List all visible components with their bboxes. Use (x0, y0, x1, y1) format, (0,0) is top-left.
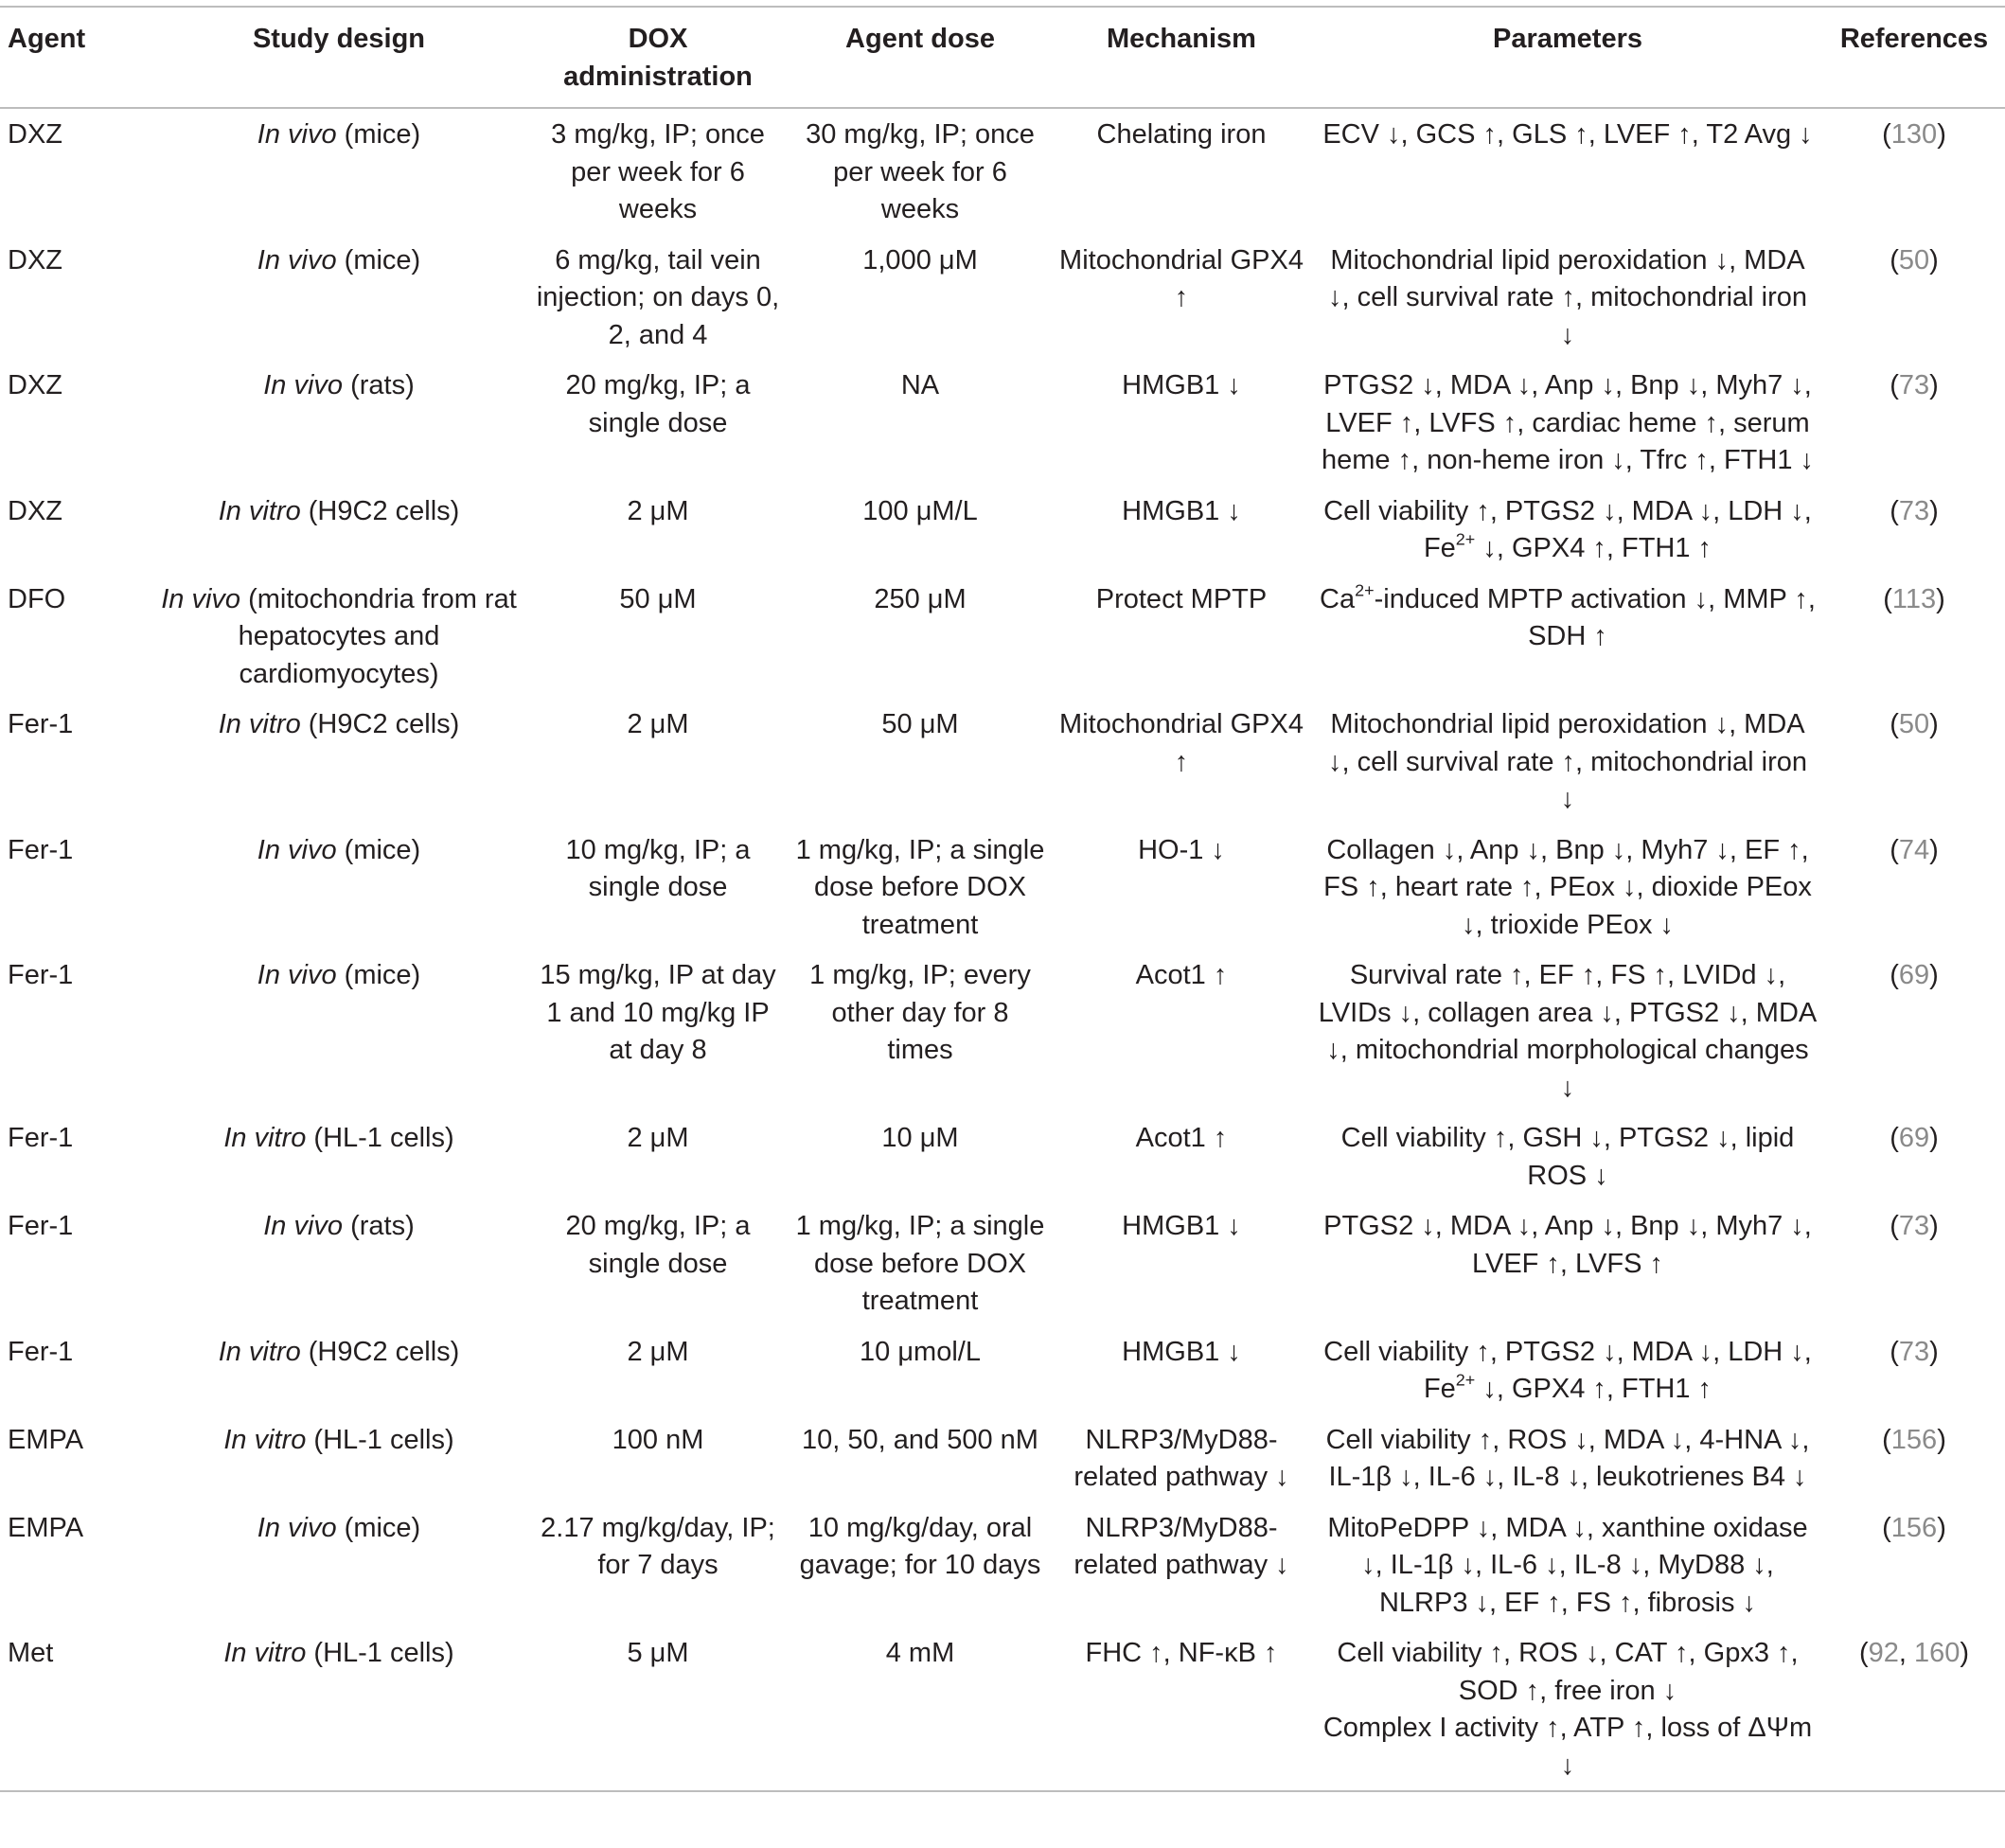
agent-dose-cell: 10 μM (881, 1123, 959, 1153)
agent-cell: DXZ (8, 244, 62, 275)
study-design-detail: (rats) (343, 370, 415, 400)
reference-open-paren: ( (1882, 1424, 1891, 1455)
reference-open-paren: ( (1882, 1512, 1891, 1543)
parameters-cell (1312, 1326, 1823, 1414)
reference-number: 130 (1890, 119, 1938, 150)
parameters-text: PTGS2 ↓, MDA ↓, Anp ↓, Bnp ↓, Myh7 ↓, LVEF ↑, LVFS ↑, cardiac heme ↑, serum heme ↑, non-heme iron ↓, Tfrc ↑, FTH1 ↓ (1321, 370, 1815, 475)
reference-separator: , (1898, 1638, 1914, 1668)
study-design-cell (151, 1326, 526, 1414)
dox-administration-cell: 3 mg/kg, IP; once per week for 6 weeks (551, 119, 765, 224)
reference-number: 92 (1868, 1638, 1899, 1668)
agent-cell: Fer-1 (8, 1211, 74, 1241)
parameters-cell (1312, 1112, 1823, 1200)
study-design-italic: In vivo (257, 244, 337, 275)
dox-administration-cell: 5 μM (627, 1638, 689, 1668)
parameters-text: ECV ↓, GCS ↑, GLS ↑, LVEF ↑, T2 Avg ↓ (1322, 119, 1813, 150)
references-cell (1823, 235, 2005, 361)
parameters-cell (1312, 825, 1823, 951)
reference-number: 73 (1898, 495, 1930, 526)
references-cell (1823, 1627, 2005, 1791)
header-agent: Agent (8, 24, 86, 54)
parameters-cell (1312, 950, 1823, 1112)
header-dox-line1: DOX (628, 24, 688, 54)
reference-number: 113 (1891, 583, 1937, 614)
mechanism-cell: NLRP3/MyD88-related pathway ↓ (1073, 1424, 1289, 1492)
study-design-cell (151, 235, 526, 361)
parameters-cell (1312, 235, 1823, 361)
reference-open-paren: ( (1890, 709, 1899, 739)
study-design-detail: (H9C2 cells) (300, 709, 460, 739)
dox-administration-cell: 10 mg/kg, IP; a single dose (565, 834, 751, 902)
reference-number: 74 (1898, 834, 1930, 865)
reference-number: 156 (1890, 1512, 1938, 1543)
agent-cell: DXZ (8, 119, 62, 150)
parameters-cell (1312, 108, 1823, 235)
reference-open-paren: ( (1890, 244, 1899, 275)
reference-close-paren: ) (1960, 1638, 1970, 1668)
table-header (0, 7, 2005, 108)
study-design-detail: (HL-1 cells) (306, 1123, 454, 1153)
study-design-cell (151, 1414, 526, 1502)
agent-cell: Met (8, 1638, 54, 1668)
table-row (0, 1627, 2005, 1791)
mechanism-cell: HMGB1 ↓ (1122, 495, 1241, 526)
mechanism-cell: HMGB1 ↓ (1122, 1211, 1241, 1241)
table-row (0, 1414, 2005, 1502)
agent-dose-cell: 50 μM (881, 709, 959, 739)
parameters-text: Survival rate ↑, EF ↑, FS ↑, LVIDd ↓, LVIDs ↓, collagen area ↓, PTGS2 ↓, MDA ↓, mitochondrial morphological changes ↓ (1318, 960, 1818, 1103)
dox-administration-cell: 20 mg/kg, IP; a single dose (565, 370, 751, 438)
study-design-italic: In vitro (218, 709, 301, 739)
header-parameters: Parameters (1493, 24, 1642, 54)
agent-cell: Fer-1 (8, 1123, 74, 1153)
header-study-design: Study design (252, 24, 426, 54)
data-table (0, 6, 2005, 1792)
study-design-detail: (mice) (336, 834, 421, 865)
reference-close-paren: ) (1929, 960, 1939, 990)
reference-close-paren: ) (1929, 709, 1939, 739)
table-row (0, 574, 2005, 700)
reference-open-paren: ( (1890, 960, 1899, 990)
dox-administration-cell: 6 mg/kg, tail vein injection; on days 0, 2, and 4 (536, 244, 780, 350)
study-design-italic: In vivo (257, 834, 337, 865)
reference-number: 73 (1898, 370, 1930, 400)
parameters-text: Mitochondrial lipid peroxidation ↓, MDA ↓, cell survival rate ↑, mitochondrial iron ↓ (1327, 244, 1808, 350)
parameters-text: MitoPeDPP ↓, MDA ↓, xanthine oxidase ↓, IL-1β ↓, IL-6 ↓, IL-8 ↓, MyD88 ↓, NLRP3 ↓, EF ↑, FS ↑, fibrosis ↓ (1327, 1512, 1808, 1618)
parameters-superscript: 2+ (1455, 1370, 1476, 1390)
study-design-detail: (HL-1 cells) (306, 1638, 454, 1668)
reference-number: 156 (1890, 1424, 1938, 1455)
study-design-cell (151, 108, 526, 235)
reference-close-paren: ) (1936, 583, 1945, 614)
table-row (0, 1326, 2005, 1414)
mechanism-cell: FHC ↑, NF-κB ↑ (1085, 1638, 1278, 1668)
study-design-detail: (mitochondria from rat hepatocytes and cardiomyocytes) (238, 583, 517, 689)
agent-cell: Fer-1 (8, 834, 74, 865)
study-design-italic: In vitro (223, 1638, 307, 1668)
dox-administration-cell: 15 mg/kg, IP at day 1 and 10 mg/kg IP at day 8 (540, 960, 776, 1065)
parameters-text: PTGS2 ↓, MDA ↓, Anp ↓, Bnp ↓, Myh7 ↓, LVEF ↑, LVFS ↑ (1323, 1211, 1812, 1279)
agent-cell: DXZ (8, 495, 62, 526)
study-design-italic: In vivo (257, 960, 337, 990)
mechanism-cell: HMGB1 ↓ (1122, 1336, 1241, 1367)
parameters-text: Cell viability ↑, PTGS2 ↓, MDA ↓, LDH ↓, Fe (1323, 495, 1812, 563)
dox-administration-cell: 50 μM (619, 583, 697, 614)
agent-cell: DXZ (8, 370, 62, 400)
parameters-cell (1312, 1502, 1823, 1628)
parameters-cell (1312, 574, 1823, 700)
header-row (0, 7, 2005, 108)
references-cell (1823, 486, 2005, 574)
dox-administration-cell: 2.17 mg/kg/day, IP; for 7 days (541, 1512, 775, 1580)
study-design-italic: In vivo (257, 119, 337, 150)
study-design-cell (151, 360, 526, 486)
table-row (0, 825, 2005, 951)
table-row (0, 1200, 2005, 1326)
agent-cell: Fer-1 (8, 709, 74, 739)
agent-dose-cell: 10 μmol/L (860, 1336, 981, 1367)
mechanism-cell: Mitochondrial GPX4 ↑ (1059, 244, 1304, 312)
agent-dose-cell: 10, 50, and 500 nM (802, 1424, 1038, 1455)
study-design-cell (151, 574, 526, 700)
references-cell (1823, 950, 2005, 1112)
table-row (0, 1112, 2005, 1200)
agent-cell: Fer-1 (8, 960, 74, 990)
mechanism-cell: HMGB1 ↓ (1122, 370, 1241, 400)
parameters-cell (1312, 699, 1823, 825)
references-cell (1823, 108, 2005, 235)
agent-dose-cell: 30 mg/kg, IP; once per week for 6 weeks (806, 119, 1035, 224)
parameters-text: Collagen ↓, Anp ↓, Bnp ↓, Myh7 ↓, EF ↑, FS ↑, heart rate ↑, PEox ↓, dioxide PEox ↓, trioxide PEox ↓ (1323, 834, 1812, 940)
parameters-text: Cell viability ↑, ROS ↓, CAT ↑, Gpx3 ↑, SOD ↑, free iron ↓ (1337, 1638, 1799, 1706)
study-design-detail: (mice) (336, 119, 421, 150)
header-agent-dose: Agent dose (845, 24, 995, 54)
reference-close-paren: ) (1937, 1424, 1946, 1455)
dox-administration-cell: 20 mg/kg, IP; a single dose (565, 1211, 751, 1279)
study-design-italic: In vitro (218, 495, 301, 526)
dox-administration-cell: 2 μM (627, 1123, 689, 1153)
reference-open-paren: ( (1883, 583, 1892, 614)
reference-close-paren: ) (1929, 1336, 1939, 1367)
reference-open-paren: ( (1890, 1336, 1899, 1367)
reference-open-paren: ( (1858, 1638, 1869, 1668)
references-cell (1823, 360, 2005, 486)
study-design-detail: (rats) (343, 1211, 415, 1241)
reference-close-paren: ) (1929, 1211, 1939, 1241)
parameters-text-line2: Complex I activity ↑, ATP ↑, loss of ΔΨm ↓ (1322, 1713, 1813, 1781)
parameters-cell (1312, 360, 1823, 486)
mechanism-cell: HO-1 ↓ (1138, 834, 1225, 865)
mechanism-cell: Protect MPTP (1095, 583, 1268, 614)
study-design-cell (151, 486, 526, 574)
references-cell (1823, 1112, 2005, 1200)
mechanism-cell: Acot1 ↑ (1135, 960, 1228, 990)
agent-dose-cell: 100 μM/L (862, 495, 978, 526)
study-design-italic: In vivo (161, 583, 241, 614)
agent-dose-cell: 4 mM (885, 1638, 955, 1668)
agent-dose-cell: 10 mg/kg/day, oral gavage; for 10 days (799, 1512, 1041, 1580)
study-design-italic: In vitro (223, 1123, 307, 1153)
parameters-text-cont: -induced MPTP activation ↓, MMP ↑, SDH ↑ (1374, 583, 1816, 651)
study-design-italic: In vitro (223, 1424, 307, 1455)
study-design-italic: In vivo (263, 370, 344, 400)
study-design-cell (151, 950, 526, 1112)
references-cell (1823, 1200, 2005, 1326)
reference-open-paren: ( (1890, 834, 1899, 865)
reference-number: 73 (1898, 1211, 1930, 1241)
agent-cell: EMPA (8, 1424, 84, 1455)
agent-dose-cell: 1 mg/kg, IP; a single dose before DOX treatment (795, 1211, 1045, 1316)
study-design-detail: (H9C2 cells) (300, 1336, 460, 1367)
parameters-superscript: 2+ (1355, 579, 1375, 599)
reference-close-paren: ) (1929, 244, 1939, 275)
reference-close-paren: ) (1937, 119, 1946, 150)
agent-cell: DFO (8, 583, 66, 614)
study-design-detail: (mice) (336, 1512, 421, 1543)
reference-number: 50 (1898, 709, 1930, 739)
agent-dose-cell: 1 mg/kg, IP; a single dose before DOX treatment (795, 834, 1045, 940)
table-row (0, 486, 2005, 574)
agent-cell: EMPA (8, 1512, 84, 1543)
parameters-text: Cell viability ↑, GSH ↓, PTGS2 ↓, lipid ROS ↓ (1340, 1123, 1795, 1191)
header-dox-line2: administration (563, 61, 753, 92)
parameters-superscript: 2+ (1455, 529, 1476, 549)
reference-number: 69 (1898, 1123, 1930, 1153)
table-row (0, 1502, 2005, 1628)
mechanism-cell: Chelating iron (1096, 119, 1267, 150)
study-design-cell (151, 825, 526, 951)
reference-close-paren: ) (1929, 1123, 1939, 1153)
reference-number: 69 (1898, 960, 1930, 990)
table-row (0, 699, 2005, 825)
study-design-detail: (mice) (336, 960, 421, 990)
table-body (0, 108, 2005, 1791)
mechanism-cell: Mitochondrial GPX4 ↑ (1059, 709, 1304, 777)
reference-close-paren: ) (1929, 495, 1939, 526)
study-design-cell (151, 1502, 526, 1628)
parameters-text: Cell viability ↑, ROS ↓, MDA ↓, 4-HNA ↓, IL-1β ↓, IL-6 ↓, IL-8 ↓, leukotrienes B4 ↓ (1325, 1424, 1810, 1492)
reference-number: 50 (1898, 244, 1930, 275)
reference-open-paren: ( (1890, 370, 1899, 400)
study-design-detail: (HL-1 cells) (306, 1424, 454, 1455)
reference-close-paren: ) (1937, 1512, 1946, 1543)
parameters-text: Cell viability ↑, PTGS2 ↓, MDA ↓, LDH ↓, Fe (1323, 1336, 1812, 1404)
references-cell (1823, 1414, 2005, 1502)
dox-administration-cell: 2 μM (627, 709, 689, 739)
parameters-cell (1312, 486, 1823, 574)
study-design-cell (151, 1112, 526, 1200)
study-design-italic: In vivo (257, 1512, 337, 1543)
mechanism-cell: Acot1 ↑ (1135, 1123, 1228, 1153)
reference-close-paren: ) (1929, 370, 1939, 400)
agent-dose-cell: 250 μM (874, 583, 967, 614)
table-row (0, 360, 2005, 486)
agent-cell: Fer-1 (8, 1336, 74, 1367)
table-row (0, 950, 2005, 1112)
header-references: References (1839, 24, 1989, 54)
study-design-detail: (mice) (336, 244, 421, 275)
header-mechanism: Mechanism (1107, 24, 1256, 54)
parameters-text-cont: ↓, GPX4 ↑, FTH1 ↑ (1475, 1374, 1712, 1404)
study-design-cell (151, 1627, 526, 1791)
parameters-cell (1312, 1414, 1823, 1502)
agent-dose-cell: NA (900, 370, 940, 400)
study-design-cell (151, 699, 526, 825)
dox-administration-cell: 100 nM (612, 1424, 704, 1455)
study-design-cell (151, 1200, 526, 1326)
reference-close-paren: ) (1929, 834, 1939, 865)
table-row (0, 108, 2005, 235)
reference-number: 160 (1914, 1638, 1961, 1668)
header-dox-administration (526, 7, 790, 108)
mechanism-cell: NLRP3/MyD88-related pathway ↓ (1073, 1512, 1289, 1580)
reference-open-paren: ( (1890, 1211, 1899, 1241)
study-design-italic: In vivo (263, 1211, 344, 1241)
dox-administration-cell: 2 μM (627, 1336, 689, 1367)
references-cell (1823, 574, 2005, 700)
references-cell (1823, 699, 2005, 825)
parameters-text: Ca (1320, 583, 1356, 614)
parameters-text: Mitochondrial lipid peroxidation ↓, MDA ↓, cell survival rate ↑, mitochondrial iron ↓ (1327, 709, 1808, 814)
parameters-text-cont: ↓, GPX4 ↑, FTH1 ↑ (1475, 533, 1712, 563)
reference-open-paren: ( (1890, 495, 1899, 526)
reference-open-paren: ( (1882, 119, 1891, 150)
references-cell (1823, 1326, 2005, 1414)
parameters-cell (1312, 1627, 1823, 1791)
table-row (0, 235, 2005, 361)
references-cell (1823, 1502, 2005, 1628)
agent-dose-cell: 1 mg/kg, IP; every other day for 8 times (809, 960, 1031, 1065)
study-design-italic: In vitro (218, 1336, 301, 1367)
dox-administration-cell: 2 μM (627, 495, 689, 526)
parameters-cell (1312, 1200, 1823, 1326)
references-cell (1823, 825, 2005, 951)
reference-number: 73 (1898, 1336, 1930, 1367)
reference-open-paren: ( (1890, 1123, 1899, 1153)
agent-dose-cell: 1,000 μM (862, 244, 978, 275)
study-design-detail: (H9C2 cells) (300, 495, 460, 526)
